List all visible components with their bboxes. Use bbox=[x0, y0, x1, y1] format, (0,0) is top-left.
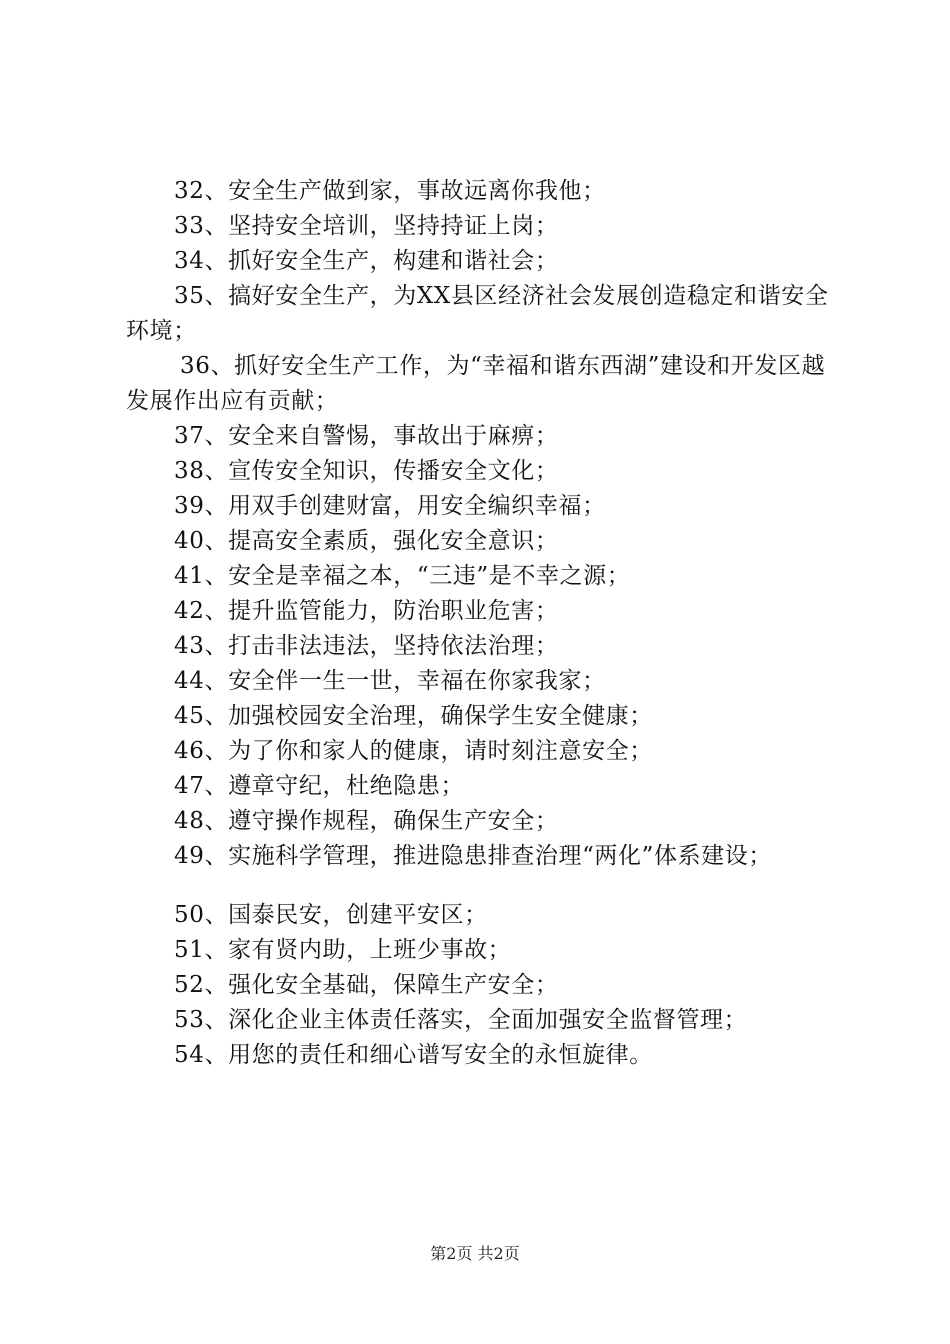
list-item: 38、宣传安全知识，传播安全文化； bbox=[174, 458, 559, 484]
list-item: 54、用您的责任和细心谱写安全的永恒旋律。 bbox=[174, 1042, 653, 1068]
list-item: 42、提升监管能力，防治职业危害； bbox=[174, 598, 559, 624]
list-item: 52、强化安全基础，保障生产安全； bbox=[174, 972, 559, 998]
page-number-footer: 第2页 共2页 bbox=[430, 1244, 520, 1263]
list-item: 46、为了你和家人的健康，请时刻注意安全； bbox=[174, 738, 653, 764]
list-item: 36、抓好安全生产工作，为“幸福和谐东西湖”建设和开发区越发展作出应有贡献； bbox=[126, 353, 826, 414]
list-item: 33、坚持安全培训，坚持持证上岗； bbox=[174, 213, 559, 239]
list-item: 51、家有贤内助，上班少事故； bbox=[174, 937, 512, 963]
slogan-list bbox=[126, 174, 838, 1073]
list-item: 35、搞好安全生产，为XX县区经济社会发展创造稳定和谐安全环境； bbox=[126, 283, 829, 344]
list-item: 47、遵章守纪，杜绝隐患； bbox=[174, 773, 465, 799]
list-item: 37、安全来自警惕，事故出于麻痹； bbox=[174, 423, 559, 449]
list-item: 32、安全生产做到家，事故远离你我他； bbox=[174, 178, 606, 204]
list-item: 39、用双手创建财富，用安全编织幸福； bbox=[174, 493, 606, 519]
list-item: 53、深化企业主体责任落实，全面加强安全监督管理； bbox=[174, 1007, 748, 1033]
list-item: 44、安全伴一生一世，幸福在你家我家； bbox=[174, 668, 606, 694]
list-item: 40、提高安全素质，强化安全意识； bbox=[174, 528, 559, 554]
list-item: 50、国泰民安，创建平安区； bbox=[174, 902, 488, 928]
list-item: 43、打击非法违法，坚持依法治理； bbox=[174, 633, 559, 659]
list-item: 34、抓好安全生产，构建和谐社会； bbox=[174, 248, 559, 274]
list-item: 48、遵守操作规程，确保生产安全； bbox=[174, 808, 559, 834]
list-item: 45、加强校园安全治理，确保学生安全健康； bbox=[174, 703, 653, 729]
list-item: 49、实施科学管理，推进隐患排查治理“两化”体系建设； bbox=[174, 843, 772, 869]
list-item: 41、安全是幸福之本，“三违”是不幸之源； bbox=[174, 563, 631, 589]
spacer bbox=[126, 874, 838, 898]
